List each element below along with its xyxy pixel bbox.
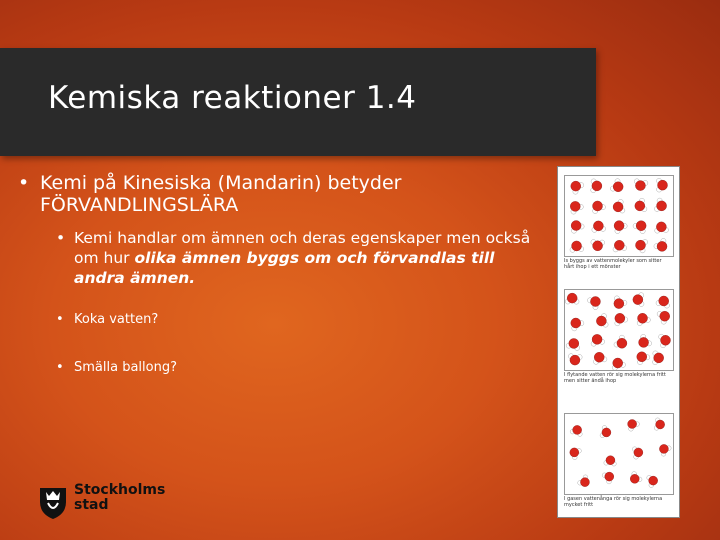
water-molecule — [613, 240, 627, 252]
water-molecule — [570, 425, 582, 436]
liquid-caption: I flytande vatten rör sig molekylerna fritt men sitter ändå ihop — [564, 372, 666, 384]
water-molecule — [571, 181, 584, 194]
water-molecule — [634, 179, 648, 191]
water-molecule — [630, 472, 642, 484]
water-molecule — [632, 447, 643, 459]
water-molecule — [566, 338, 580, 350]
water-molecule — [656, 296, 669, 308]
water-molecule — [610, 179, 623, 192]
bullet-level2 — [56, 228, 548, 288]
water-molecule — [571, 221, 584, 234]
water-molecule — [571, 318, 584, 331]
bullet-dot-icon: • — [18, 172, 30, 194]
water-molecule — [654, 418, 664, 430]
water-molecule — [602, 472, 614, 484]
water-molecule — [654, 238, 667, 251]
gas-panel — [564, 413, 674, 495]
water-molecule — [637, 313, 650, 325]
water-molecules-figure — [557, 166, 680, 518]
water-molecule — [578, 475, 590, 487]
water-molecule — [653, 351, 664, 365]
water-molecule — [593, 201, 606, 214]
water-molecule — [570, 448, 582, 460]
water-molecule — [600, 426, 611, 438]
bullet4-text: Smälla ballong? — [74, 360, 177, 375]
water-molecule — [633, 221, 646, 234]
bullet-dot-icon: • — [56, 312, 64, 327]
bullet3-text: Koka vatten? — [74, 312, 159, 327]
water-molecule — [570, 201, 583, 214]
bullet-dot-icon: • — [56, 360, 64, 375]
water-molecule — [614, 335, 627, 348]
logo-line1: Stockholms — [74, 482, 166, 498]
water-molecule — [591, 334, 605, 346]
water-molecule — [659, 444, 671, 456]
water-molecule — [654, 198, 666, 211]
water-molecule — [612, 358, 625, 370]
water-molecule — [596, 314, 608, 328]
bullet1-text: Kemi på Kinesiska (Mandarin) betyder FÖRVANDLINGSLÄRA — [40, 172, 402, 216]
bullet-level2 — [56, 360, 548, 376]
water-molecule — [604, 456, 616, 466]
molecule-drawing — [565, 290, 673, 370]
water-molecule — [565, 293, 579, 304]
liquid-panel — [564, 289, 674, 371]
logo-line2: stad — [74, 497, 109, 513]
bullet-level1 — [18, 172, 548, 216]
water-molecule — [637, 352, 650, 365]
water-molecule — [591, 179, 602, 193]
water-molecule — [655, 222, 669, 233]
water-molecule — [659, 334, 671, 348]
water-molecule — [587, 297, 600, 310]
water-molecule — [639, 334, 652, 347]
water-molecule — [633, 293, 644, 307]
molecule-drawing — [565, 414, 673, 494]
water-molecule — [570, 241, 584, 252]
molecule-drawing — [565, 176, 673, 256]
ice-panel — [564, 175, 674, 257]
water-molecule — [568, 354, 582, 365]
water-molecule — [614, 221, 627, 234]
bullet-level2 — [56, 312, 548, 328]
gas-caption: I gasen vattenånga rör sig molekylerna mycket fritt — [564, 496, 663, 508]
water-molecule — [592, 221, 606, 232]
water-molecule — [615, 313, 628, 326]
bullet2-emphasis: olika ämnen byggs om och förvandlas till andra ämnen. — [74, 249, 495, 287]
water-molecule — [656, 178, 667, 192]
bullet-list — [18, 172, 548, 376]
ice-caption: Is byggs av vattenmolekyler som sitter hårt ihop i ett mönster — [564, 258, 662, 270]
water-molecule — [636, 239, 648, 252]
water-molecule — [628, 419, 640, 431]
water-molecule — [647, 475, 658, 487]
stockholm-logo-text — [74, 483, 165, 513]
water-molecule — [591, 240, 605, 251]
water-molecule — [657, 311, 670, 324]
water-molecule — [613, 199, 625, 213]
water-molecule — [593, 352, 606, 364]
bullet-dot-icon: • — [56, 229, 66, 247]
stockholm-crown-logo-icon — [38, 480, 68, 520]
water-molecule — [635, 198, 647, 211]
slide-title: Kemiska reaktioner 1.4 — [48, 80, 417, 116]
water-molecule — [614, 296, 627, 309]
bullet2-text: Kemi handlar om ämnen och deras egenskaper men också om hur — [74, 229, 531, 267]
